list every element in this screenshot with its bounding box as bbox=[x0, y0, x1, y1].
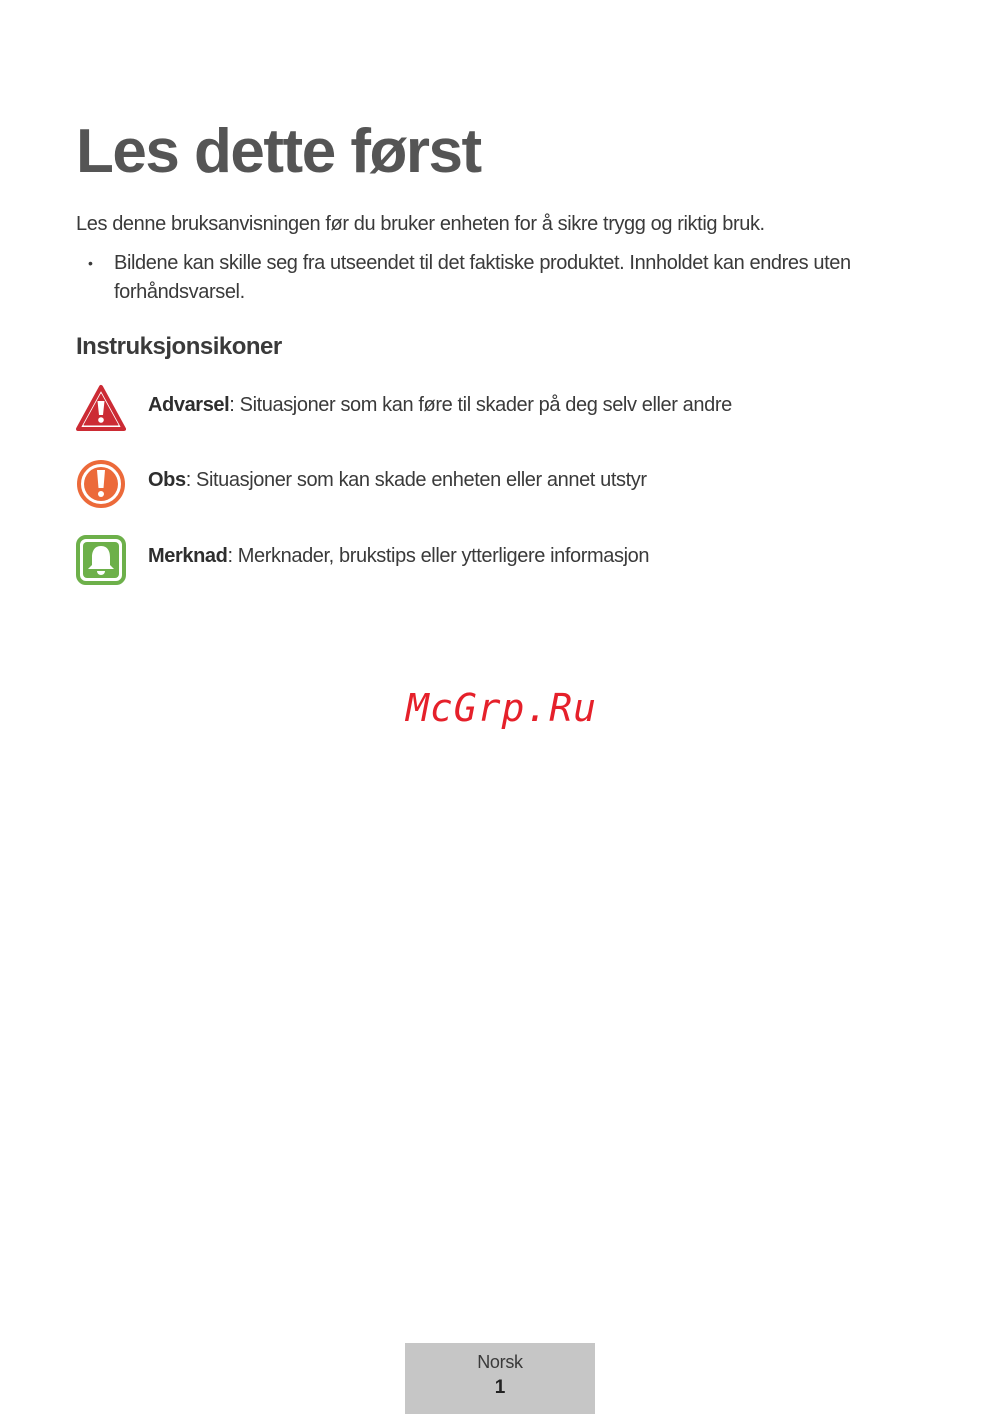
note-bell-icon bbox=[76, 535, 126, 585]
icon-label: Merknad bbox=[148, 545, 228, 567]
icon-description bbox=[148, 469, 647, 492]
icon-description bbox=[148, 545, 649, 568]
bullet-symbol: • bbox=[88, 255, 93, 271]
list-item bbox=[76, 249, 936, 307]
page-title: Les dette først bbox=[76, 117, 481, 186]
bullet-list bbox=[76, 249, 936, 307]
icon-label: Advarsel bbox=[148, 394, 230, 416]
footer-language: Norsk bbox=[477, 1352, 523, 1372]
section-heading: Instruksjonsikoner bbox=[76, 333, 282, 360]
page-number: 1 bbox=[494, 1377, 506, 1398]
watermark: McGrp.Ru bbox=[406, 686, 598, 730]
icon-row-caution bbox=[76, 459, 956, 509]
icon-row-warning bbox=[76, 384, 956, 434]
icon-description-text: Situasjoner som kan føre til skader på deg selv eller andre bbox=[239, 394, 732, 416]
icon-description-text: Situasjoner som kan skade enheten eller annet utstyr bbox=[196, 469, 647, 491]
icon-row-note bbox=[76, 535, 956, 585]
page-footer bbox=[405, 1343, 595, 1414]
icon-description-text: Merknader, brukstips eller ytterligere informasjon bbox=[237, 545, 650, 567]
icon-description bbox=[148, 394, 732, 417]
icon-separator: : bbox=[185, 469, 197, 491]
icon-separator: : bbox=[227, 545, 238, 567]
icon-separator: : bbox=[229, 394, 240, 416]
caution-circle-icon bbox=[76, 459, 126, 509]
warning-triangle-icon bbox=[76, 384, 126, 434]
icon-label: Obs bbox=[148, 469, 186, 491]
bullet-text: Bildene kan skille seg fra utseendet til det faktiske produktet. Innholdet kan endres uten forhåndsvarsel. bbox=[114, 252, 851, 303]
intro-paragraph: Les denne bruksanvisningen før du bruker enheten for å sikre trygg og riktig bruk. bbox=[76, 213, 765, 235]
